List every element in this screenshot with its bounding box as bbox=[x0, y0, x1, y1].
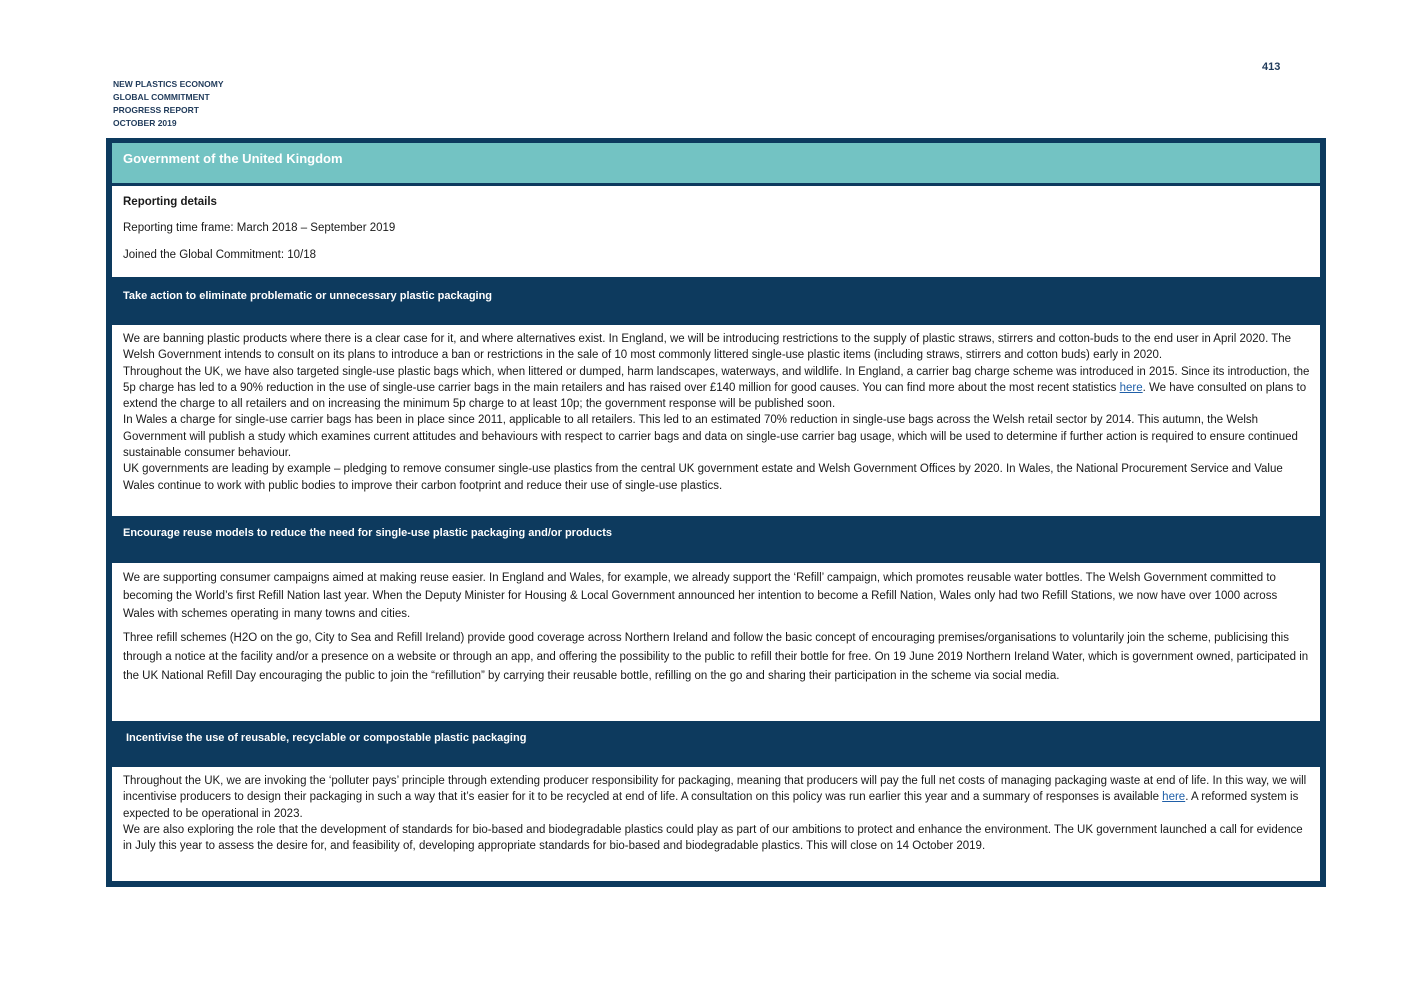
report-header-line: NEW PLASTICS ECONOMY bbox=[113, 79, 224, 89]
reporting-details-panel bbox=[112, 186, 1320, 277]
report-header-line: GLOBAL COMMITMENT bbox=[113, 92, 210, 102]
paragraph-text: Throughout the UK, we are invoking the ‘polluter pays’ principle through extending producer responsibility for packaging, meaning that producers will pay the full net costs of managing packaging waste at end of life. In this way, we will incentivise producers to design their packaging in such a way that it’s easier for it to be recycled at end of life. A consultation on this policy was run earlier this year and a summary of responses is available bbox=[123, 775, 1307, 804]
statistics-link[interactable]: here bbox=[1119, 381, 1143, 394]
reporting-time-frame: Reporting time frame: March 2018 – September 2019 bbox=[123, 222, 396, 235]
paragraph: In Wales a charge for single-use carrier bags has been in place since 2011, applicable to all retailers. This led to an estimated 70% reduction in single-use bags across the Welsh retail sector by 2014. This autumn, the Welsh Government will publish a study which examines current attitudes and behaviours with respect to carrier bags and data on single-use carrier bag usage, which will be used to determine if further action is required to ensure continued sustainable consumer behaviour. bbox=[123, 414, 1298, 460]
section-body-incentivise bbox=[112, 767, 1320, 881]
paragraph: We are also exploring the role that the development of standards for bio-based and biodegradable plastics could play as part of our ambitions to protect and enhance the environment. The UK government launched a call for evidence in July this year to assess the desire for, and feasibility of, developing appropriate standards for bio-based and biodegradable plastics. This will close on 14 October 2019. bbox=[123, 823, 1303, 853]
paragraph-text: . A reformed system is expected to be operational in 2023. bbox=[123, 791, 1299, 820]
section-heading-incentivise: Incentivise the use of reusable, recyclable or compostable plastic packaging bbox=[126, 732, 527, 744]
paragraph: Three refill schemes (H2O on the go, City to Sea and Refill Ireland) provide good coverage across Northern Ireland and follow the basic concept of encouraging premises/organisations to voluntarily join the scheme, publicising this through a notice at the facility and/or a presence on a website or through an app, and offering the possibility to the public to refill their bottle for free. On 19 June 2019 Northern Ireland Water, which is government owned, participated in the UK National Refill Day encouraging the public to join the “refillution” by carrying their reusable bottle, refilling on the go and sharing their participation in the scheme via social media. bbox=[123, 632, 1309, 682]
report-header bbox=[113, 78, 224, 130]
paragraph bbox=[123, 364, 1311, 413]
paragraph-text: Throughout the UK, we have also targeted single-use plastic bags which, when littered or dumped, harm landscapes, waterways, and wildlife. In England, a carrier bag charge scheme was introduced in 2015. Since its introduction, the 5p charge has led to a 90% reduction in the use of single-use carrier bags in the main retailers and has raised over £140 million for good causes. You can find more about the most recent statistics bbox=[123, 365, 1310, 394]
joined-date: Joined the Global Commitment: 10/18 bbox=[123, 248, 317, 261]
paragraph: UK governments are leading by example – pledging to remove consumer single-use plastics from the central UK government estate and Welsh Government Offices by 2020. In Wales, the National Procurement Service and Value Wales continue to work with public bodies to improve their carbon footprint and reduce their use of single-use plastics. bbox=[123, 463, 1283, 492]
paragraph bbox=[123, 773, 1311, 822]
section-body-reuse bbox=[112, 563, 1320, 721]
section-heading-eliminate: Take action to eliminate problematic or unnecessary plastic packaging bbox=[123, 290, 493, 302]
paragraph: We are banning plastic products where there is a clear case for it, and where alternatives exist. In England, we will be introducing restrictions to the supply of plastic straws, stirrers and cotton-buds to the end user in April 2020. The Welsh Government intends to consult on its plans to introduce a ban or restrictions in the sale of 10 most commonly littered single-use plastic items (including straws, stirrers and cotton buds) early in 2020. bbox=[123, 333, 1292, 362]
section-heading-reuse: Encourage reuse models to reduce the need for single-use plastic packaging and/or products bbox=[123, 527, 613, 539]
section-body-eliminate bbox=[112, 325, 1320, 516]
page-title: Government of the United Kingdom bbox=[112, 143, 1320, 183]
report-header-line: OCTOBER 2019 bbox=[113, 118, 177, 128]
page-number: 413 bbox=[1262, 61, 1281, 73]
paragraph-text: . We have consulted on plans to extend the charge to all retailers and on increasing the minimum 5p charge to at least 10p; the government response will be published soon. bbox=[123, 381, 1307, 411]
report-header-line: PROGRESS REPORT bbox=[113, 105, 199, 115]
paragraph: We are supporting consumer campaigns aimed at making reuse easier. In England and Wales, for example, we already support the ‘Refill’ campaign, which promotes reusable water bottles. The Welsh Government committed to becoming the World’s first Refill Nation last year. When the Deputy Minister for Housing & Local Government announced her intention to become a Refill Nation, Wales only had two Refill Stations, we now have over 1000 across Wales with schemes operating in many towns and cities. bbox=[123, 572, 1278, 620]
responses-link[interactable]: here bbox=[1162, 791, 1186, 804]
reporting-details-heading: Reporting details bbox=[123, 196, 217, 208]
